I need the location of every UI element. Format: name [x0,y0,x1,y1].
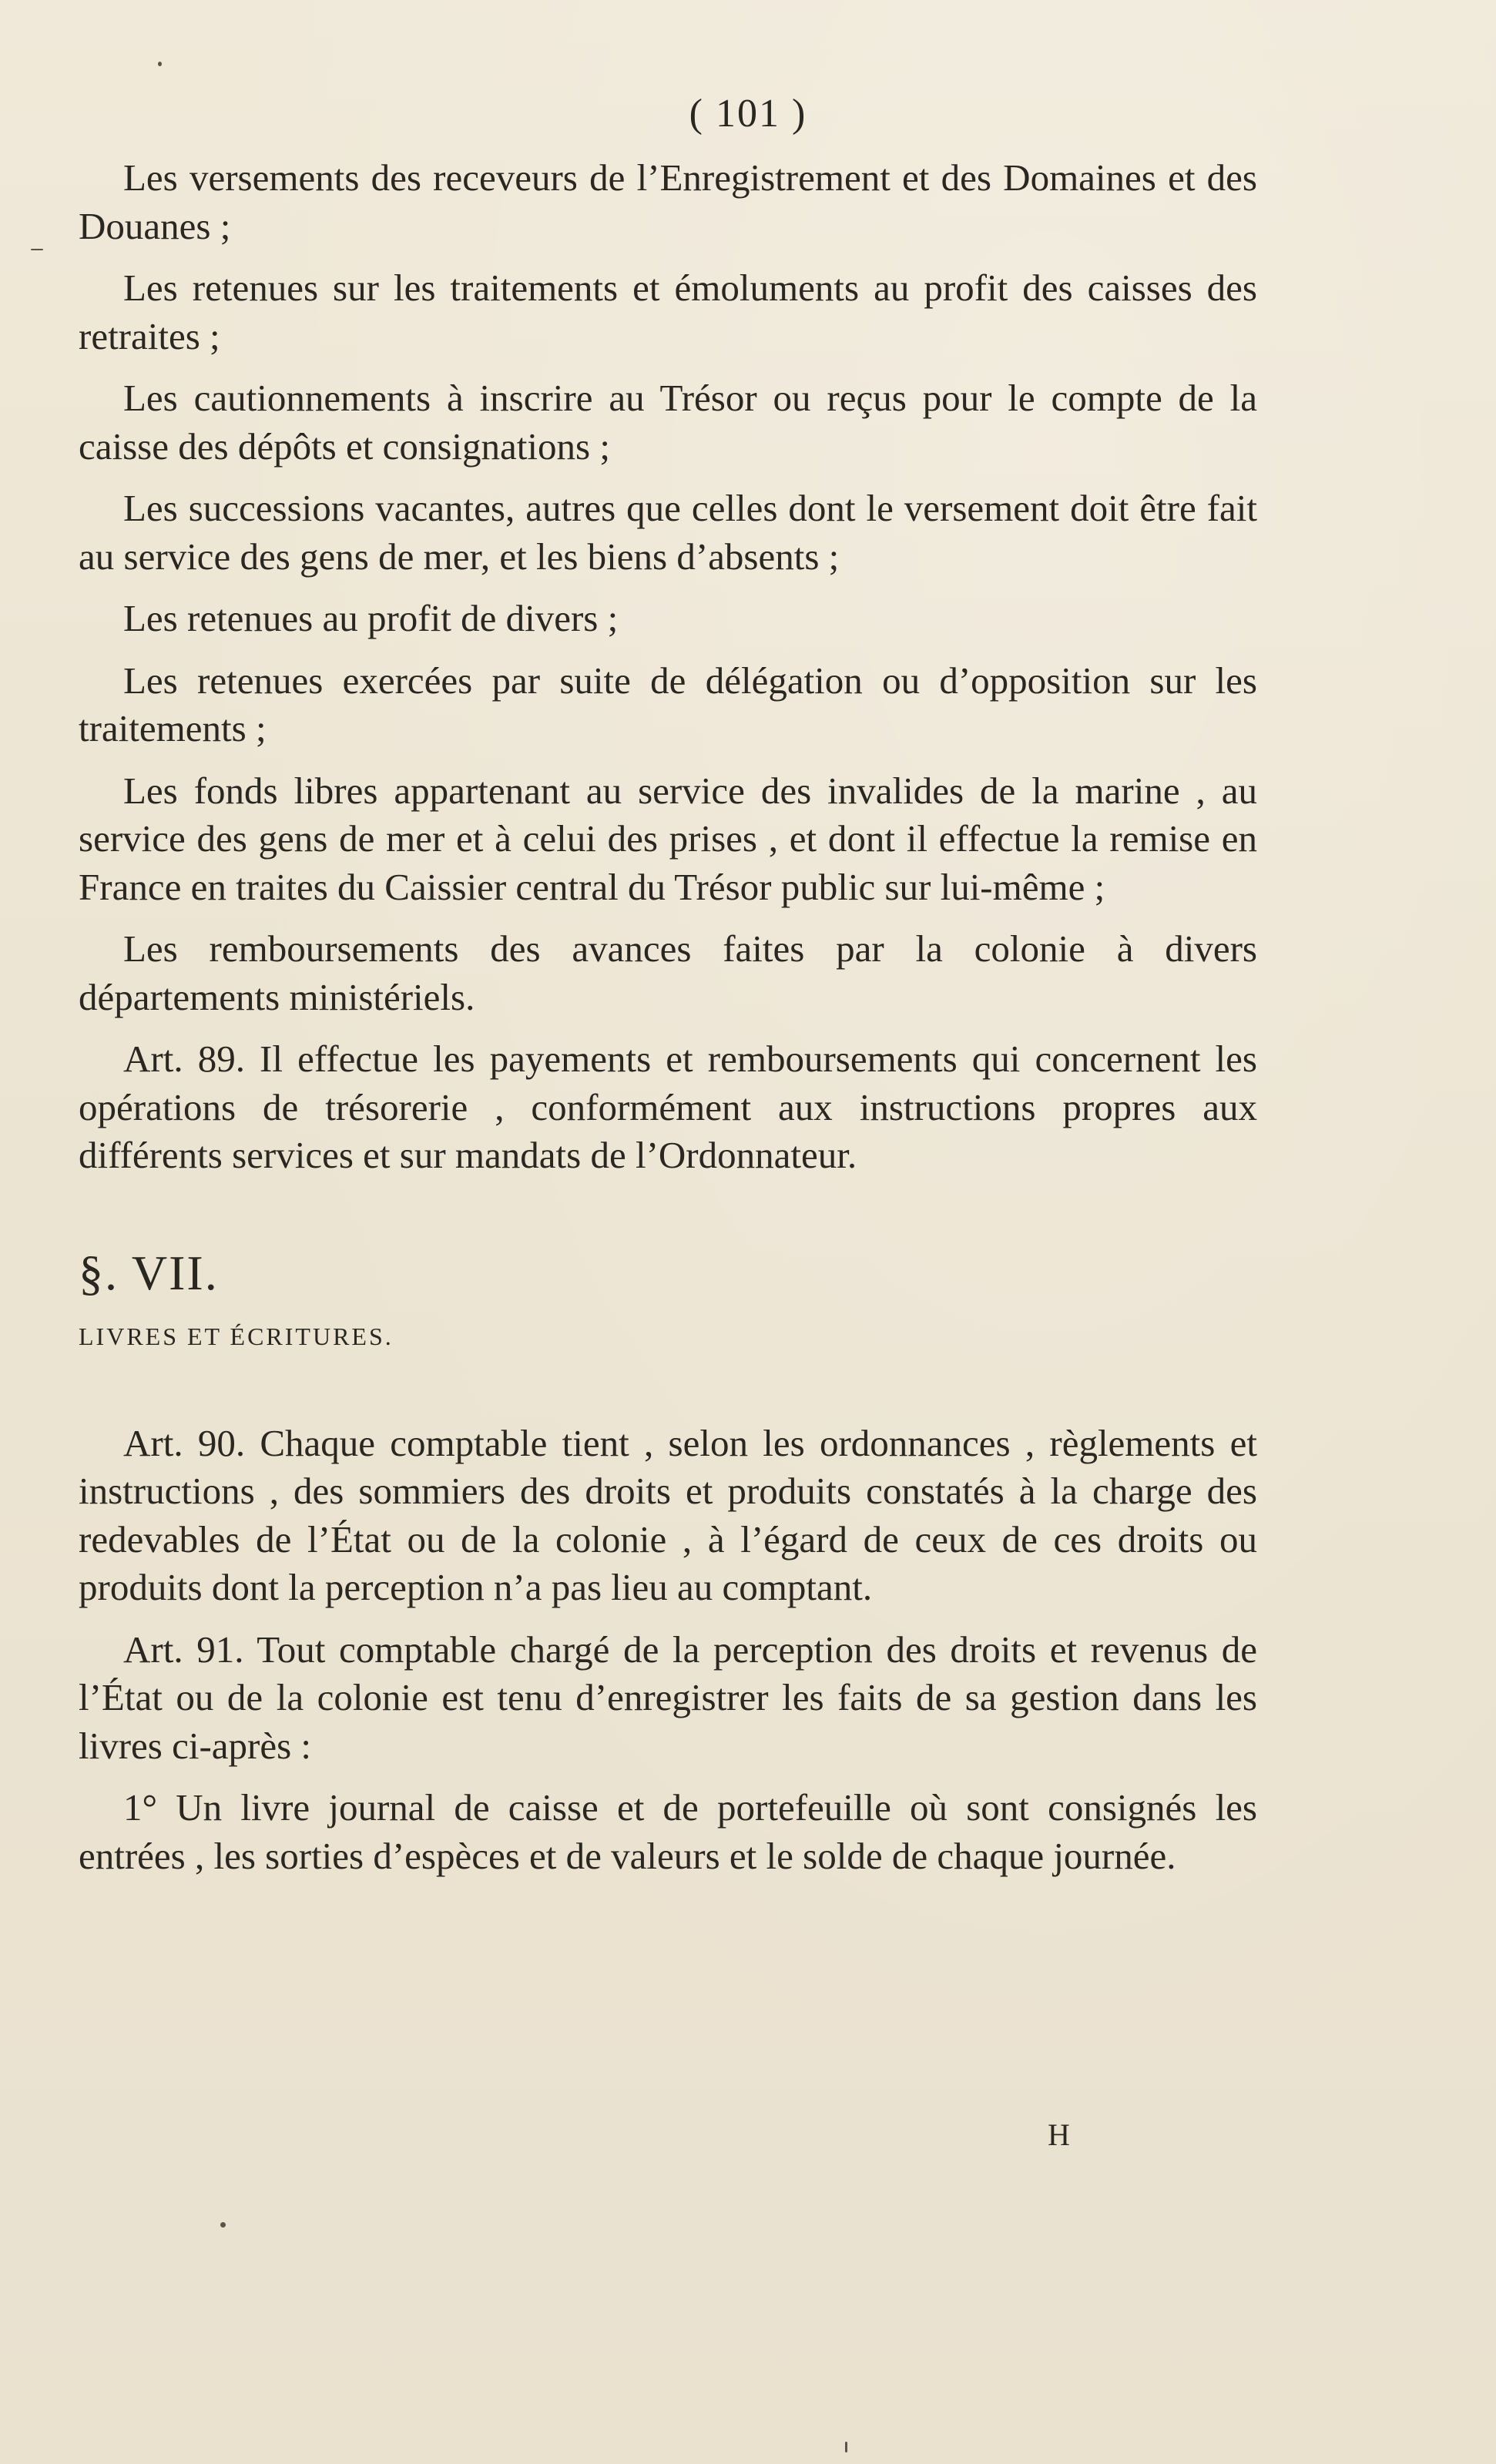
ink-speck [158,62,162,66]
signature-mark: H [1048,2117,1072,2152]
paragraph: Les retenues sur les traitements et émoluments au profit des caisses des retraites ; [79,267,1257,357]
section-title: §. VII. [79,1245,219,1300]
article-91: Art. 91. Tout comptable chargé de la perception des droits et revenus de l’État ou de la colonie est tenu d’enregistrer les faits de sa gestion dans les livres ci-après : [79,1628,1257,1767]
article-90: Art. 90. Chaque comptable tient , selon les ordonnances , règlements et instructions , des sommiers des droits et produits constatés à la charge des redevables de l’État ou de la colonie , à l’égard de ceux de ces droits ou produits dont la perception n’a pas lieu au comptant. [79,1421,1257,1608]
paragraph: Les retenues exercées par suite de délégation ou d’opposition sur les traitements ; [79,659,1257,749]
page-number-header: ( 101 ) [689,92,807,136]
paragraph: Les remboursements des avances faites par la colonie à divers départements ministériels. [79,927,1257,1018]
ink-speck [31,249,43,250]
paragraph: Les fonds libres appartenant au service des invalides de la marine , au service des gens de mer et à celui des prises , et dont il effectue la remise en France en traites du Caissier central du Trésor public sur lui-même ; [79,769,1257,908]
page-body [79,154,1257,1894]
paragraph: Les successions vacantes, autres que celles dont le versement doit être fait au service des gens de mer, et les biens d’absents ; [79,487,1257,578]
article-89: Art. 89. Il effectue les payements et remboursements qui concernent les opérations de trésorerie , conformément aux instructions propres aux différents services et sur mandats de l’Ordonnateur. [79,1038,1257,1176]
ink-speck [845,2442,847,2452]
paragraph: Les retenues au profit de divers ; [123,597,619,639]
section-subtitle: LIVRES ET ÉCRITURES. [79,1323,394,1350]
list-item-1: 1° Un livre journal de caisse et de portefeuille où sont consignés les entrées , les sorties d’espèces et de valeurs et le solde de chaque journée. [79,1786,1257,1877]
paragraph: Les cautionnements à inscrire au Trésor ou reçus pour le compte de la caisse des dépôts et consignations ; [79,377,1257,468]
ink-speck [220,2222,226,2228]
paragraph: Les versements des receveurs de l’Enregistrement et des Domaines et des Douanes ; [79,156,1257,247]
